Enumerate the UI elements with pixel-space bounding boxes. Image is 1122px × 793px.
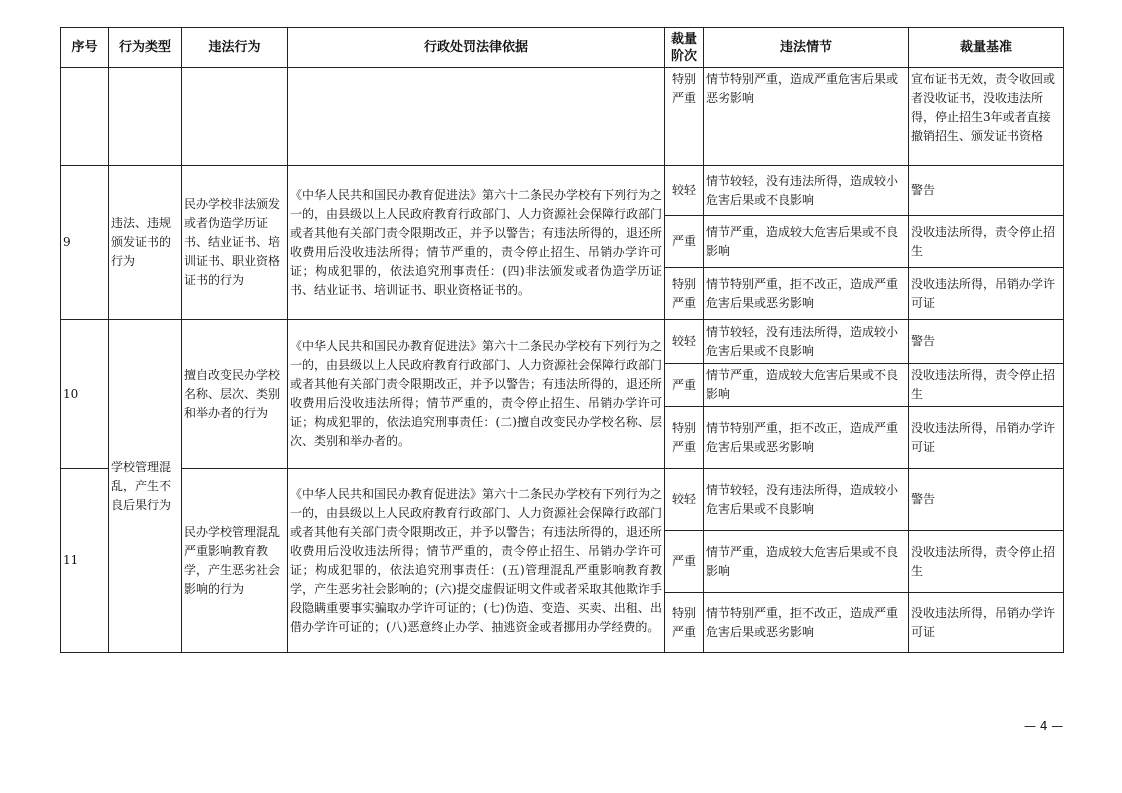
cell-circ: 情节严重，造成较大危害后果或不良影响 xyxy=(704,531,909,593)
header-seq: 序号 xyxy=(61,28,109,68)
cell-act: 民办学校非法颁发或者伪造学历证书、结业证书、培训证书、职业资格证书的行为 xyxy=(182,166,288,320)
cell-level: 较轻 xyxy=(665,320,704,364)
cell-level: 严重 xyxy=(665,531,704,593)
header-type: 行为类型 xyxy=(109,28,182,68)
cell-basis: 《中华人民共和国民办教育促进法》第六十二条民办学校有下列行为之一的，由县级以上人民政府教育行政部门、人力资源社会保障行政部门或者其他有关部门责令限期改正，并予以警告；有违法所得的，退还所收费用后没收违法所得；情节严重的，责令停止招生、吊销办学许可证；构成犯罪的，依法追究刑事责任：(五)管理混乱严重影响教育教学，产生恶劣社会影响的；(六)提交虚假证明文件或者采取其他欺诈手段隐瞒重要事实骗取办学许可证的；(七)伪造、变造、买卖、出租、出借办学许可证的；(八)恶意终止办学、抽逃资金或者挪用办学经费的。 xyxy=(288,469,665,653)
cell-circ: 情节特别严重，拒不改正，造成严重危害后果或恶劣影响 xyxy=(704,593,909,653)
cell-std: 没收违法所得，吊销办学许可证 xyxy=(909,593,1064,653)
cell-level: 严重 xyxy=(665,364,704,407)
table-row xyxy=(61,469,1064,531)
cell-circ: 情节严重，造成较大危害后果或不良影响 xyxy=(704,216,909,268)
page-number: — 4 — xyxy=(1024,719,1064,733)
header-act: 违法行为 xyxy=(182,28,288,68)
header-basis: 行政处罚法律依据 xyxy=(288,28,665,68)
header-std: 裁量基准 xyxy=(909,28,1064,68)
cell-circ: 情节较轻，没有违法所得，造成较小危害后果或不良影响 xyxy=(704,469,909,531)
cell-circ: 情节特别严重，造成严重危害后果或恶劣影响 xyxy=(704,68,909,166)
cell-circ: 情节较轻，没有违法所得，造成较小危害后果或不良影响 xyxy=(704,320,909,364)
cell-seq: 11 xyxy=(61,469,109,653)
cell-type xyxy=(109,68,182,166)
cell-std: 没收违法所得，责令停止招生 xyxy=(909,364,1064,407)
cell-seq: 10 xyxy=(61,320,109,469)
cell-circ: 情节较轻，没有违法所得，造成较小危害后果或不良影响 xyxy=(704,166,909,216)
cell-level: 特别严重 xyxy=(665,407,704,469)
cell-level: 严重 xyxy=(665,216,704,268)
cell-std: 没收违法所得，责令停止招生 xyxy=(909,531,1064,593)
cell-circ: 情节特别严重，拒不改正，造成严重危害后果或恶劣影响 xyxy=(704,407,909,469)
cell-std: 没收违法所得，吊销办学许可证 xyxy=(909,407,1064,469)
table-row xyxy=(61,320,1064,364)
cell-circ: 情节严重，造成较大危害后果或不良影响 xyxy=(704,364,909,407)
header-row xyxy=(61,28,1064,68)
penalty-discretion-table xyxy=(60,27,1064,653)
cell-std: 警告 xyxy=(909,166,1064,216)
cell-circ: 情节特别严重，拒不改正，造成严重危害后果或恶劣影响 xyxy=(704,268,909,320)
cell-level: 特别严重 xyxy=(665,68,704,166)
cell-basis: 《中华人民共和国民办教育促进法》第六十二条民办学校有下列行为之一的，由县级以上人民政府教育行政部门、人力资源社会保障行政部门或者其他有关部门责令限期改正，并予以警告；有违法所得的，退还所收费用后没收违法所得；情节严重的，责令停止招生、吊销办学许可证；构成犯罪的，依法追究刑事责任：(四)非法颁发或者伪造学历证书、结业证书、培训证书、职业资格证书的。 xyxy=(288,166,665,320)
header-level: 裁量阶次 xyxy=(665,28,704,68)
cell-act xyxy=(182,68,288,166)
cell-act: 民办学校管理混乱严重影响教育教学，产生恶劣社会影响的行为 xyxy=(182,469,288,653)
cell-level: 特别严重 xyxy=(665,268,704,320)
cell-level: 特别严重 xyxy=(665,593,704,653)
header-circ: 违法情节 xyxy=(704,28,909,68)
cell-std: 没收违法所得，吊销办学许可证 xyxy=(909,268,1064,320)
cell-type: 学校管理混乱，产生不良后果行为 xyxy=(109,320,182,653)
cell-type: 违法、违规颁发证书的行为 xyxy=(109,166,182,320)
table-row xyxy=(61,68,1064,166)
cell-level: 较轻 xyxy=(665,166,704,216)
cell-basis: 《中华人民共和国民办教育促进法》第六十二条民办学校有下列行为之一的，由县级以上人民政府教育行政部门、人力资源社会保障行政部门或者其他有关部门责令限期改正，并予以警告；有违法所得的，退还所收费用后没收违法所得；情节严重的，责令停止招生、吊销办学许可证；构成犯罪的，依法追究刑事责任：(二)擅自改变民办学校名称、层次、类别和举办者的。 xyxy=(288,320,665,469)
cell-std: 警告 xyxy=(909,469,1064,531)
cell-std: 警告 xyxy=(909,320,1064,364)
table-row xyxy=(61,166,1064,216)
cell-seq xyxy=(61,68,109,166)
cell-seq: 9 xyxy=(61,166,109,320)
cell-std: 没收违法所得，责令停止招生 xyxy=(909,216,1064,268)
cell-act: 擅自改变民办学校名称、层次、类别和举办者的行为 xyxy=(182,320,288,469)
cell-basis xyxy=(288,68,665,166)
cell-level: 较轻 xyxy=(665,469,704,531)
cell-std: 宣布证书无效，责令收回或者没收证书，没收违法所得，停止招生3年或者直接撤销招生、颁发证书资格 xyxy=(909,68,1064,166)
